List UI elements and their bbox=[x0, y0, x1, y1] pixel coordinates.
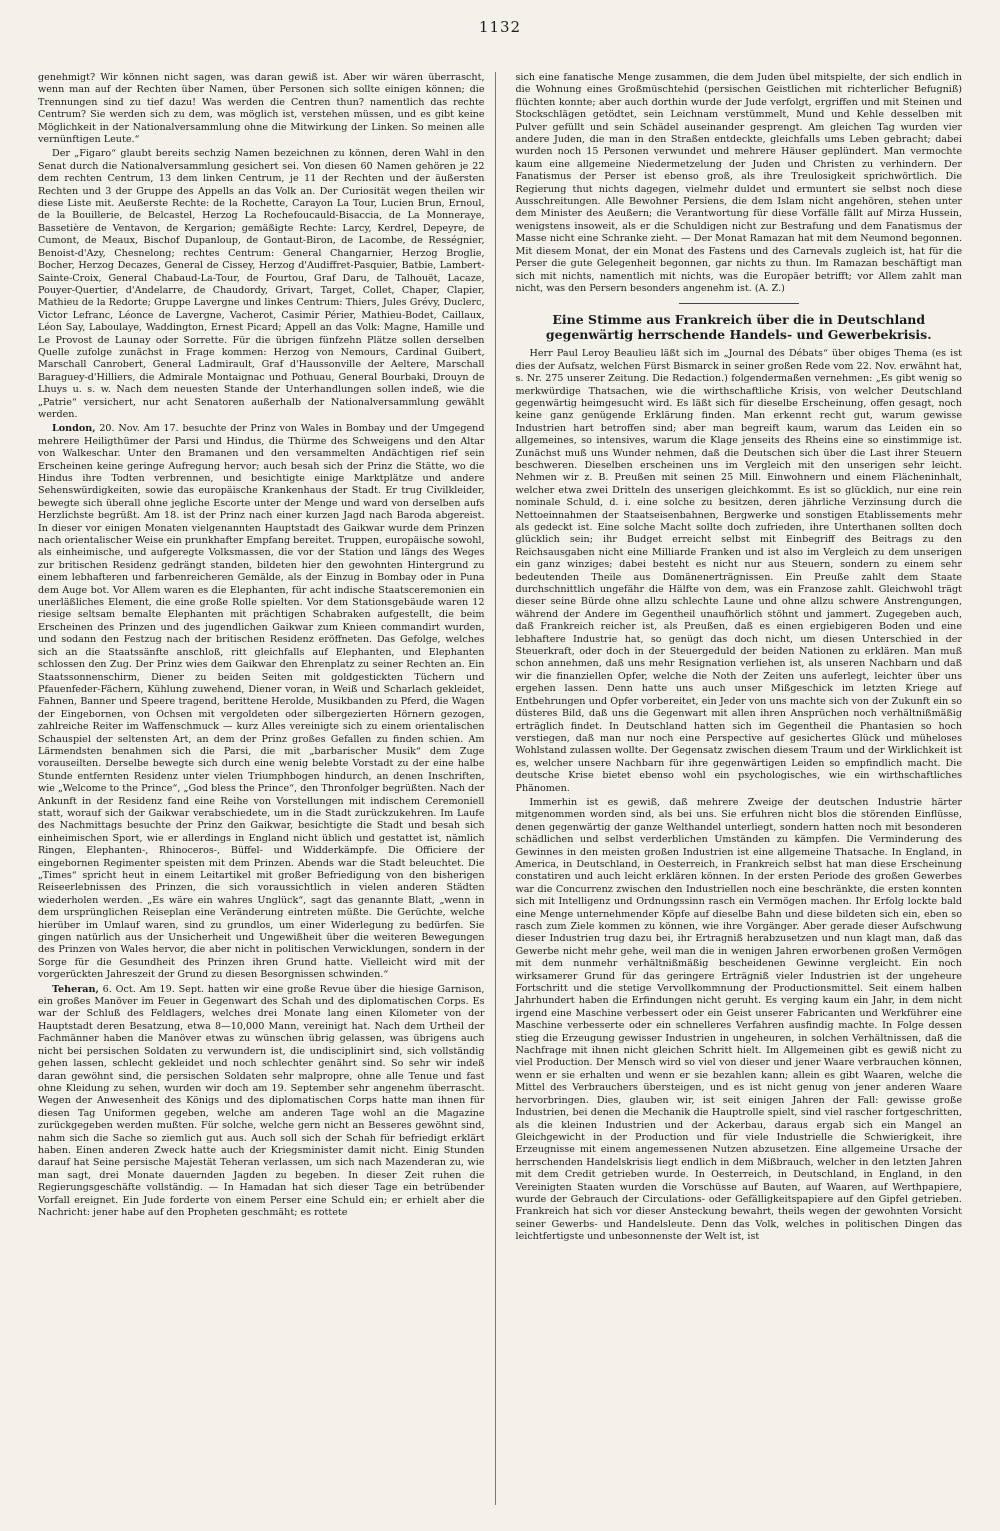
paragraph-intro: genehmigt? Wir können nicht sagen, was daran gewiß ist. Aber wir wären überrascht, wenn man auf der Rechten über Namen, über Personen sich sollte einigen können; die Trennungen sind zu tief dazu! Was werden die Centren thun? namentlich das rechte Centrum? Sie werden sich zu dem, was möglich ist, verstehen müssen, und es gibt keine Möglichkeit in der Nationalversammlung ohne die Mitwirkung der Linken. So meinen alle vernünftigen Leute.“ bbox=[38, 72, 485, 146]
article-heading: Eine Stimme aus Frankreich über die in Deutschland gegenwärtig herrschende Handels- und Gewerbekrisis. bbox=[545, 312, 932, 343]
right-column bbox=[514, 72, 963, 1505]
paragraph-london-text: 20. Nov. Am 17. besuchte der Prinz von Wales in Bombay und der Umgegend mehrere Heiligthümer der Parsi und Hindus, die Thürme des Schweigens und den Altar von Walkeschar. Unter den Bramanen und den versammelten Andächtigen rief sein Erscheinen keine geringe Aufregung hervor; auch besah sich der Prinz die Stätte, wo die Hindus ihre Todten verbrennen, und besichtigte einige Marktplätze und andere Sehenswürdigkeiten, sowie das europäische Krankenhaus der Stadt. Er trug Civilkleider, bewegte sich überall ohne jegliche Escorte unter der Menge und ward von derselben aufs Herzlichste begrüßt. Am 18. ist der Prinz nach einer kurzen Jagd nach Baroda abgereist. In dieser vor einigen Monaten vielgenannten Hauptstadt des Gaikwar wurde dem Prinzen nach orientalischer Weise ein prunkhafter Empfang bereitet. Truppen, europäische sowohl, als einheimische, und aufgeregte Volksmassen, die vor der Station und längs des Weges zur britischen Residenz gedrängt standen, bildeten hier den gewohnten Hintergrund zu einem lebhafteren und farbenreicheren Gemälde, als der Einzug in Bombay oder in Puna dem Auge bot. Vor Allem waren es die Elephanten, für acht indische Staatsceremonien ein unerläßliches Element, die eine große Rolle spielten. Vor dem Stationsgebäude waren 12 riesige seltsam bemalte Elephanten mit prächtigen Schabraken aufgestellt, die beim Erscheinen des Prinzen und des jugendlichen Gaikwar zum Knieen commandirt wurden, und sodann den Festzug nach der britischen Residenz eröffneten. Das Gefolge, welches sich an die Staatssänfte anschloß, ritt gleichfalls auf Elephanten, und Elephanten schlossen den Zug. Der Prinz wies dem Gaikwar den Ehrenplatz zu seiner Rechten an. Ein Staatssonnenschirm, Diener zu beiden Seiten mit goldgestickten Tüchern und Pfauenfeder-Fächern, Kühlung zuwehend, Diener voran, in Weiß und Scharlach gekleidet, Fahnen, Banner und Speere tragend, berittene Herolde, Musikbanden zu Pferd, die Wagen der Eingebornen, von Ochsen mit vergoldeten oder silbergezierten Hörnern gezogen, zahlreiche Reiter im Waffenschmuck — kurz Alles vereinigte sich zu einem orientalischen Schauspiel der seltensten Art, an dem der Prinz großes Gefallen zu finden schien. Am Lärmendsten benahmen sich die Parsi, die mit „barbarischer Musik“ dem Zuge vorauseilten. Derselbe bewegte sich durch eine wenig belebte Vorstadt zu der eine halbe Stunde entfernten Residenz unter vielen Triumphbogen hindurch, an denen Inschriften, wie „Welcome to the Prince“, „God bless the Prince“, den Thronfolger begrüßten. Nach der Ankunft in der Residenz fand eine Reihe von Vorstellungen mit indischem Ceremoniell statt, worauf sich der Gaikwar verabschiedete, um in die Stadt zurückzukehren. Im Laufe des Nachmittags besuchte der Prinz den Gaikwar, besichtigte die Stadt und besah sich einheimischen Sport, wie er allerdings in England nicht üblich und gestattet ist, nämlich Ringen, Elephanten-, Rhinoceros-, Büffel- und Widderkämpfe. Die Officiere der eingebornen Regimenter speisten mit dem Prinzen. Abends war die Stadt beleuchtet. Die „Times“ spricht heut in einem Leitartikel mit großer Befriedigung von den bisherigen Reiseerlebnissen des Prinzen, die sich voraussichtlich in vielen anderen Städten wiederholen werden. „Es wäre ein wahres Unglück“, sagt das genannte Blatt, „wenn in dem ursprünglichen Reiseplan eine Veränderung eintreten müßte. Die Gerüchte, welche hierüber im Umlauf waren, sind zu grundlos, um einer Widerlegung zu bedürfen. Sie gingen natürlich aus der Unsicherheit und Ungewißheit über die weiteren Bewegungen des Prinzen von Wales hervor, die aber nicht in politischen Verwicklungen, sondern in der Sorge für die Gesundheit des Prinzen ihren Grund hatte. Vielleicht wird mit der vorgerückten Jahreszeit der Grund zu diesen Besorgnissen schwinden.“ bbox=[38, 423, 485, 981]
page-number: 1132 bbox=[478, 18, 522, 36]
dateline-london: London, bbox=[52, 423, 96, 435]
paragraph-industry: Immerhin ist es gewiß, daß mehrere Zweige der deutschen Industrie härter mitgenommen worden sind, als bei uns. Sie erfuhren nicht blos die störenden Einflüsse, denen gegenwärtig der ganze Welthandel unterliegt, sondern hatten noch mit besonderen schädlichen und selbst verderblichen Umständen zu kämpfen. Die Verminderung des Gewinnes in den meisten großen Industrien ist eine allgemeine Thatsache. In England, in America, in Deutschland, in Oesterreich, in Frankreich selbst hat man diese Erscheinung constatiren und auch leicht erklären können. In der ersten Periode des großen Gewerbes war die Concurrenz zwischen den Industriellen noch eine beschränkte, die ersten konnten sich mit Intelligenz und Ordnungssinn rasch ein Vermögen machen. Ihr Erfolg lockte bald eine Menge unternehmender Köpfe auf dieselbe Bahn und diese bildeten sich ein, eben so rasch zum Ziele kommen zu können, wie ihre Vorgänger. Aber gerade dieser Aufschwung dieser Industrien trug dazu bei, ihr Ertragniß herabzusetzen und nun klagt man, daß das Gewerbe nicht mehr gehe, weil man die in wenigen Jahren erworbenen großen Vermögen mit dem nunmehr verhältnißmäßig bescheidenen Gewinne vergleicht. Ein noch wirksamerer Grund für das geringere Erträgniß vieler Industrien ist der ungeheure Fortschritt und die stetige Vervollkommnung der Productionsmittel. Seit einem halben Jahrhundert haben die Erfindungen nicht geruht. Es verging kaum ein Jahr, in dem nicht irgend eine Maschine verbessert oder ein Geist unserer Fabricanten und Werkführer eine Maschine verbesserte oder ein schnelleres Verfahren ausfindig machte. In Folge dessen stieg die Erzeugung gewisser Industrien in ungeheuren, in solchen Verhältnissen, daß die Nachfrage mit ihnen nicht gleichen Schritt hielt. Im Allgemeinen gibt es gewiß nicht zu viel Production. Der Mensch wird so viel von dieser und jener Waare verbrauchen können, wenn er sie erhalten und wenn er sie bezahlen kann; allein es gibt Waaren, welche die Mittel des Verbrauchers übersteigen, und es ist nicht genug von jener anderen Waare hervorbringen. Dies, glauben wir, ist seit einigen Jahren der Fall: gewisse große Industrien, bei denen die Mechanik die Hauptrolle spielt, sind viel rascher fortgeschritten, als die kleinen Industrien und der Ackerbau, daraus ergab sich ein Mangel an Gleichgewicht in der Production und für viele Industrielle die Schwierigkeit, ihre Erzeugnisse mit einem angemessenen Nutzen abzusetzen. Eine allgemeine Ursache der herrschenden Handelskrisis liegt endlich in dem Mißbrauch, welcher in den letzten Jahren mit dem Credit getrieben wurde. In Oesterreich, in Deutschland, in England, in den Vereinigten Staaten wurden die Vorschüsse auf Bauten, auf Waaren, auf Werthpapiere, wurde der Gebrauch der Circulations- oder Gefälligkeitspapiere auf den Gipfel getrieben. Frankreich hat sich vor dieser Ansteckung bewahrt, theils wegen der gewohnten Vorsicht seiner Gewerbs- und Handelsleute. Denn das Volk, welches in politischen Dingen das leichtfertigste und unbesonnenste der Welt ist, ist bbox=[515, 796, 962, 1243]
paragraph-hamadan-continued: sich eine fanatische Menge zusammen, die dem Juden übel mitspielte, der sich endlich in die Wohnung eines Großmüschtehid (persischen Geistlichen mit richterlicher Befugniß) flüchten konnte; aber auch dorthin wurde der Jude verfolgt, ergriffen und mit Steinen und Stockschlägen getödtet, sein Leichnam verstümmelt, Mund und Kehle desselben mit Pulver gefüllt und sein Schädel auseinander gesprengt. Am gleichen Tag wurden vier andere Juden, die man in den Straßen entdeckte, gleichfalls ums Leben gebracht; dabei wurden noch 15 Personen verwundet und mehrere Häuser geplündert. Man vermochte kaum eine allgemeine Niedermetzelung der Juden und Christen zu verhindern. Der Fanatismus der Perser ist ebenso groß, als ihre Treulosigkeit sprichwörtlich. Die Regierung thut nichts dagegen, vielmehr duldet und ermuntert sie selbst noch diese Ausschreitungen. Alle Bewohner Persiens, die dem Islam nicht angehören, stehen unter dem Minister des Aeußern; die Verantwortung für diese Vorfälle fällt auf Mirza Hussein, wenigstens insoweit, als er die Schuldigen nicht zur Bestrafung und dem Fanatismus der Masse nicht eine Schranke zieht. — Der Monat Ramazan hat mit dem Neumond begonnen. Mit diesem Monat, der ein Monat des Fastens und des Carnevals zugleich ist, hat für die Perser die gute Gelegenheit begonnen, gar nichts zu thun. Im Ramazan beschäftigt man sich mit nichts, namentlich mit nichts, was die Europäer betrifft; vor Allem zahlt man nicht, was den Persern besonders angenehm ist. (A. Z.) bbox=[515, 72, 962, 294]
section-divider bbox=[679, 303, 799, 304]
paragraph-leroy-beaulieu: Herr Paul Leroy Beaulieu läßt sich im „Journal des Débats“ über obiges Thema (es ist dies der Aufsatz, welchen Fürst Bismarck in seiner großen Rede vom 22. Nov. erwähnt hat, s. Nr. 275 unserer Zeitung. Die Redaction.) folgendermaßen vernehmen: „Es gibt wenig so merkwürdige Thatsachen, wie die wirthschaftliche Krisis, von welcher Deutschland gegenwärtig heimgesucht wird. Es läßt sich für dieselbe Erscheinung, offen gesagt, noch keine ganz genügende Erklärung finden. Man erkennt recht gut, warum gewisse Industrien hart betroffen sind; aber man begreift kaum, warum das Leiden ein so allgemeines, so intensives, warum die Klage jenseits des Rheins eine so einstimmige ist. Zunächst muß uns Wunder nehmen, daß die Deutschen sich über die Last ihrer Steuern beschweren. Dieselben erscheinen uns im Vergleich mit den unserigen sehr leicht. Nehmen wir z. B. Preußen mit seinen 25 Mill. Einwohnern und einem Flächeninhalt, welcher etwa zwei Dritteln des unserigen gleichkommt. Es ist so glücklich, nur eine rein nominale Schuld, d. i. eine solche zu besitzen, deren jährliche Verzinsung durch die Nettoeinnahmen der Staatseisenbahnen, Bergwerke und sonstigen Etablissements mehr als gedeckt ist. Eine solche Macht sollte doch zufrieden, ihre Unterthanen sollten doch glücklich sein; ihr Budget erreicht selbst mit Einbegriff des Beitrags zu den Reichsausgaben nicht eine Milliarde Franken und ist also im Vergleich zu dem unserigen ein ganz winziges; dabei besteht es nicht nur aus Steuern, sondern zu einem sehr bedeutenden Theile aus Domänenerträgnissen. Ein Preuße zahlt dem Staate durchschnittlich ungefähr die Hälfte von dem, was ein Franzose zahlt. Gleichwohl trägt dieser seine Bürde ohne allzu schlechte Laune und ohne allzu schwere Anstrengungen, während der Andere im Gegentheil unaufhörlich stöhnt und jammert. Zugegeben auch, daß Frankreich reicher ist, als Preußen, daß es einen ergiebigeren Boden und eine lebhaftere Industrie hat, so genügt das doch nicht, um diesen Unterschied in der Steuerkraft, oder doch in der Steuergeduld der beiden Nationen zu erklären. Man muß schon annehmen, daß uns mehr Resignation verliehen ist, als unseren Nachbarn und daß wir die finanziellen Opfer, welche die Noth der Zeiten uns auferlegt, leichter über uns ergehen lassen. Denn hatte uns auch unser Mißgeschick im letzten Kriege auf Entbehrungen und Opfer vorbereitet, ein Jeder von uns machte sich von der Zukunft ein so düsteres Bild, daß uns die Gegenwart mit allen ihren Ansprüchen noch verhältnißmäßig erträglich findet. In Deutschland hatten sich im Gegentheil die Phantasien so hoch verstiegen, daß man nur noch eine Perspective auf gesichertes Glück und müheloses Wohlstand zulassen wollte. Der Gegensatz zwischen diesem Traum und der Wirklichkeit ist es, welcher unsere Nachbarn für ihre gegenwärtigen Leiden so empfindlich macht. Die deutsche Krise bietet ebenso wohl ein psychologisches, wie ein wirthschaftliches Phänomen. bbox=[515, 348, 962, 794]
text-columns bbox=[38, 72, 962, 1505]
paragraph-london bbox=[38, 423, 485, 981]
paragraph-teheran bbox=[38, 984, 485, 1220]
paragraph-figaro: Der „Figaro“ glaubt bereits sechzig Namen bezeichnen zu können, deren Wahl in den Senat durch die Nationalversammlung gesichert sei. Von diesen 60 Namen gehören je 22 dem rechten Centrum, 13 dem linken Centrum, je 11 der Rechten und der äußersten Rechten und 3 der Gruppe des Appells an das Volk an. Der Curiosität wegen theilen wir diese Liste mit. Aeußerste Rechte: de la Rochette, Carayon La Tour, Lucien Brun, Ernoul, de la Bouillerie, de Belcastel, Herzog La Rochefoucauld-Bisaccia, de La Monneraye, Bassetière de Ventavon, de Kergarion; gemäßigte Rechte: Larcy, Kerdrel, Depeyre, de Cumont, de Meaux, Bischof Dupanloup, de Gontaut-Biron, de Lacombe, de Rességnier, Benoist-d'Azy, Chesnelong; rechtes Centrum: General Changarnier, Herzog Broglie, Bocher, Herzog Decazes, General de Cissey, Herzog d'Audiffret-Pasquier, Batbie, Lambert-Sainte-Croix, General Chabaud-La-Tour, de Fourtou, Graf Daru, de Talhouët, Lacaze, Pouyer-Quertier, d'Andelarre, de Chaudordy, Grivart, Target, Collet, Chaper, Clapier, Mathieu de la Redorte; Gruppe Lavergne und linkes Centrum: Thiers, Jules Grévy, Duclerc, Victor Lefranc, Léonce de Lavergne, Vacherot, Casimir Périer, Mathieu-Bodet, Caillaux, Léon Say, Laboulaye, Waddington, Ernest Picard; Appell an das Volk: Magne, Hamille und Le Provost de Launay oder Sorrette. Für die übrigen fünfzehn Plätze sollen derselben Quelle zufolge zunächst in Frage kommen: Herzog von Nemours, Cardinal Guibert, Marschall Canrobert, General Ladmirault, Graf d'Haussonville der Aeltere, Marschall Baraguey-d'Hilliers, die Admirale Montaignac und Pothuau, General Bourbaki, Drouyn de Lhuys u. s. w. Nach dem neuesten Stande der Unterhandlungen sollen indeß, wie die „Patrie“ versichert, nur acht Senatoren außerhalb der Nationalversammlung gewählt werden. bbox=[38, 148, 485, 420]
left-column bbox=[38, 72, 496, 1505]
paragraph-teheran-text: 6. Oct. Am 19. Sept. hatten wir eine große Revue über die hiesige Garnison, ein großes Manöver im Feuer in Gegenwart des Schah und des diplomatischen Corps. Es war der Schluß des Feldlagers, welches drei Monate lang einen Kilometer von der Hauptstadt deren Besatzung, etwa 8—10,000 Mann, vereinigt hat. Nach dem Urtheil der Fachmänner haben die Manöver etwas zu wünschen übrig gelassen, was übrigens auch nicht bei persischen Soldaten zu verwundern ist, die undisciplinirt sind, sich vollständig gehen lassen, schlecht gekleidet und noch schlechter genährt sind. So sehr wir indeß daran gewöhnt sind, die persischen Soldaten sehr malpropre, ohne alle Tenue und fast ohne Kleidung zu sehen, wurden wir doch am 19. September sehr angenehm überrascht. Wegen der Anwesenheit des Königs und des diplomatischen Corps hatte man ihnen für diesen Tag Uniformen gegeben, welche am anderen Tage wohl an die Magazine zurückgegeben werden mußten. Für solche, welche gern nicht an Besseres gewöhnt sind, nahm sich die Sache so ziemlich gut aus. Auch soll sich der Schah für befriedigt erklärt haben. Einen anderen Zweck hatte auch der Kriegsminister damit nicht. Einig Stunden darauf hat Seine persische Majestät Teheran verlassen, um sich nach Mazenderan zu, wie man sagt, drei Monate dauernden Jagden zu begeben. In dieser Zeit ruhen die Regierungsgeschäfte vollständig. — In Hamadan hat sich dieser Tage ein betrübender Vorfall ereignet. Ein Jude forderte von einem Perser eine Schuld ein; er erhielt aber die Nachricht: jener habe auf den Propheten geschmäht; es rottete bbox=[38, 983, 485, 1218]
dateline-teheran: Teheran, bbox=[52, 983, 99, 995]
